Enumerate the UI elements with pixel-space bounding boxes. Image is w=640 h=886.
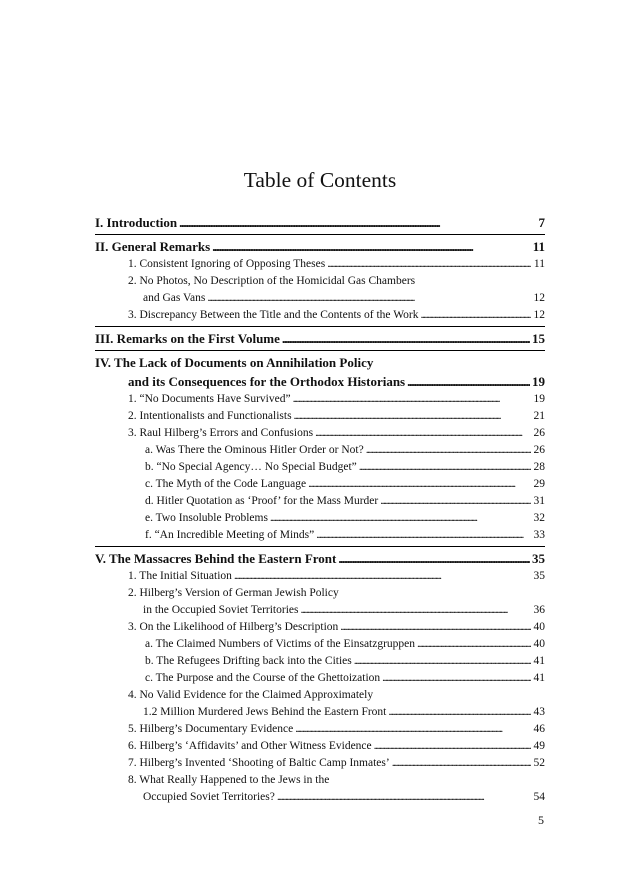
toc-entry-introduction[interactable] (95, 213, 545, 232)
toc-entry-label: b. The Refugees Drifting back into the Cities (145, 655, 352, 667)
toc-subentry[interactable] (95, 408, 545, 425)
toc-entry-page: 40 (533, 638, 545, 650)
dot-leader (359, 459, 531, 476)
toc-entry-label: f. “An Incredible Meeting of Minds” (145, 529, 315, 541)
section-divider (95, 234, 545, 235)
toc-subsubentry[interactable] (95, 527, 545, 544)
toc-entry-lack-of-documents-line1[interactable]: IV. The Lack of Documents on Annihilation Policy (95, 355, 374, 370)
toc-entry-label: in the Occupied Soviet Territories (143, 604, 299, 616)
toc-subentry[interactable] (95, 619, 545, 636)
toc-entry-page: 41 (533, 655, 545, 667)
toc-entry-massacres[interactable] (95, 549, 545, 568)
toc-entry-general-remarks[interactable] (95, 237, 545, 256)
dot-leader (340, 619, 531, 636)
toc-entry-page: 7 (538, 215, 545, 230)
toc-entry-page: 12 (533, 309, 545, 321)
toc-subentry[interactable] (95, 290, 545, 307)
toc-subsubentry[interactable] (95, 459, 545, 476)
dot-leader (374, 738, 531, 755)
section-divider (95, 350, 545, 351)
toc-entry-page: 35 (533, 570, 545, 582)
toc-entry-label: V. The Massacres Behind the Eastern Front (95, 551, 337, 566)
toc-entry-label: 2. Intentionalists and Functionalists (128, 410, 292, 422)
toc-entry-label: c. The Myth of the Code Language (145, 478, 307, 490)
toc-entry-page: 54 (533, 791, 545, 803)
dot-leader (338, 549, 530, 568)
dot-leader (234, 568, 531, 585)
dot-leader (270, 510, 531, 527)
toc-entry-page: 41 (533, 672, 545, 684)
toc-subentry[interactable] (95, 256, 545, 273)
toc-entry-page: 26 (533, 444, 545, 456)
dot-leader (295, 721, 531, 738)
dot-leader (380, 493, 531, 510)
dot-leader (388, 704, 531, 721)
dot-leader (277, 789, 531, 806)
toc-subentry[interactable] (95, 738, 545, 755)
toc-entry-page: 32 (533, 512, 545, 524)
toc-entry-label: 3. Discrepancy Between the Title and the Contents of the Work (128, 309, 419, 321)
toc-subentry[interactable] (95, 789, 545, 806)
section-divider (95, 326, 545, 327)
toc-subentry[interactable] (95, 307, 545, 324)
toc-entry-page: 21 (533, 410, 545, 422)
toc-entry-page: 19 (532, 374, 545, 389)
toc-entry-page: 31 (533, 495, 545, 507)
toc-entry-label: 1. The Initial Situation (128, 570, 232, 582)
toc-subentry[interactable] (95, 755, 545, 772)
toc-subsubentry[interactable] (95, 476, 545, 493)
toc-entry-page: 49 (533, 740, 545, 752)
dot-leader (392, 755, 531, 772)
dot-leader (382, 670, 531, 687)
toc-entry-label: 1. Consistent Ignoring of Opposing Theses (128, 258, 326, 270)
toc-entry-page: 40 (533, 621, 545, 633)
dot-leader (420, 307, 531, 324)
page-title: Table of Contents (243, 168, 397, 192)
toc-entry-label: 6. Hilberg’s ‘Affidavits’ and Other Witness Evidence (128, 740, 372, 752)
toc-entry-label: 1.2 Million Murdered Jews Behind the Eastern Front (143, 706, 387, 718)
toc-entry-label: d. Hitler Quotation as ‘Proof’ for the Mass Murder (145, 495, 379, 507)
toc-subentry[interactable] (95, 425, 545, 442)
dot-leader (308, 476, 531, 493)
toc-entry-label: III. Remarks on the First Volume (95, 331, 280, 346)
toc-subsubentry[interactable] (95, 636, 545, 653)
toc-entry-label: Occupied Soviet Territories? (143, 791, 275, 803)
toc-entry-page: 36 (533, 604, 545, 616)
toc-entry-label: 1. “No Documents Have Survived” (128, 393, 291, 405)
toc-entry-label: I. Introduction (95, 215, 178, 230)
dot-leader (417, 636, 531, 653)
toc-subsubentry[interactable] (95, 510, 545, 527)
toc-subentry[interactable] (95, 704, 545, 721)
toc-entry-page: 12 (533, 292, 545, 304)
toc-entry-page: 19 (533, 393, 545, 405)
toc-entry-label: II. General Remarks (95, 239, 211, 254)
toc-subsubentry[interactable] (95, 653, 545, 670)
toc-entry-page: 26 (533, 427, 545, 439)
toc-entry-label: 7. Hilberg’s Invented ‘Shooting of Baltic Camp Inmates’ (128, 757, 390, 769)
toc-entry-label: b. “No Special Agency… No Special Budget” (145, 461, 357, 473)
toc-entry-label: a. Was There the Ominous Hitler Order or Not? (145, 444, 364, 456)
dot-leader (294, 408, 531, 425)
toc-subsubentry[interactable] (95, 670, 545, 687)
dot-leader (207, 290, 531, 307)
dot-leader (366, 442, 531, 459)
toc-subentry-line1[interactable]: 4. No Valid Evidence for the Claimed Approximately (128, 689, 374, 701)
toc-entry-label: a. The Claimed Numbers of Victims of the Einsatzgruppen (145, 638, 416, 650)
toc-subentry[interactable] (95, 568, 545, 585)
toc-entry-page: 11 (533, 258, 545, 270)
toc-entry-label: 3. Raul Hilberg’s Errors and Confusions (128, 427, 314, 439)
toc-entry-label: c. The Purpose and the Course of the Ghettoization (145, 672, 381, 684)
toc-entry-label: and Gas Vans (143, 292, 206, 304)
dot-leader (293, 391, 531, 408)
toc-entry-page: 46 (533, 723, 545, 735)
toc-entry-page: 33 (533, 529, 545, 541)
dot-leader (327, 256, 531, 273)
toc-subsubentry[interactable] (95, 493, 545, 510)
dot-leader (407, 372, 530, 391)
toc-entry-label: 5. Hilberg’s Documentary Evidence (128, 723, 294, 735)
toc-subentry[interactable] (95, 721, 545, 738)
dot-leader (354, 653, 531, 670)
dot-leader (315, 425, 531, 442)
toc-subentry-line1[interactable]: 8. What Really Happened to the Jews in the (128, 774, 330, 786)
page-number: 5 (538, 813, 544, 827)
toc-subentry-line1[interactable]: 2. Hilberg’s Version of German Jewish Policy (128, 587, 339, 599)
dot-leader (212, 237, 531, 256)
toc-entry-lack-of-documents[interactable] (95, 372, 545, 391)
toc-entry-page: 28 (533, 461, 545, 473)
toc-entry-page: 35 (532, 551, 545, 566)
toc-entry-page: 29 (533, 478, 545, 490)
table-of-contents (95, 213, 545, 806)
toc-entry-page: 52 (533, 757, 545, 769)
dot-leader (300, 602, 531, 619)
dot-leader (316, 527, 531, 544)
toc-subentry-line1[interactable]: 2. No Photos, No Description of the Homicidal Gas Chambers (128, 275, 416, 287)
toc-entry-label: and its Consequences for the Orthodox Historians (128, 374, 406, 389)
toc-subsubentry[interactable] (95, 442, 545, 459)
toc-entry-page: 43 (533, 706, 545, 718)
toc-entry-page: 15 (532, 331, 545, 346)
toc-entry-label: 3. On the Likelihood of Hilberg’s Description (128, 621, 339, 633)
dot-leader (282, 329, 530, 348)
toc-entry-page: 11 (532, 239, 545, 254)
toc-entry-first-volume[interactable] (95, 329, 545, 348)
dot-leader (179, 213, 531, 232)
section-divider (95, 546, 545, 547)
toc-entry-label: e. Two Insoluble Problems (145, 512, 268, 524)
toc-subentry[interactable] (95, 391, 545, 408)
toc-subentry[interactable] (95, 602, 545, 619)
